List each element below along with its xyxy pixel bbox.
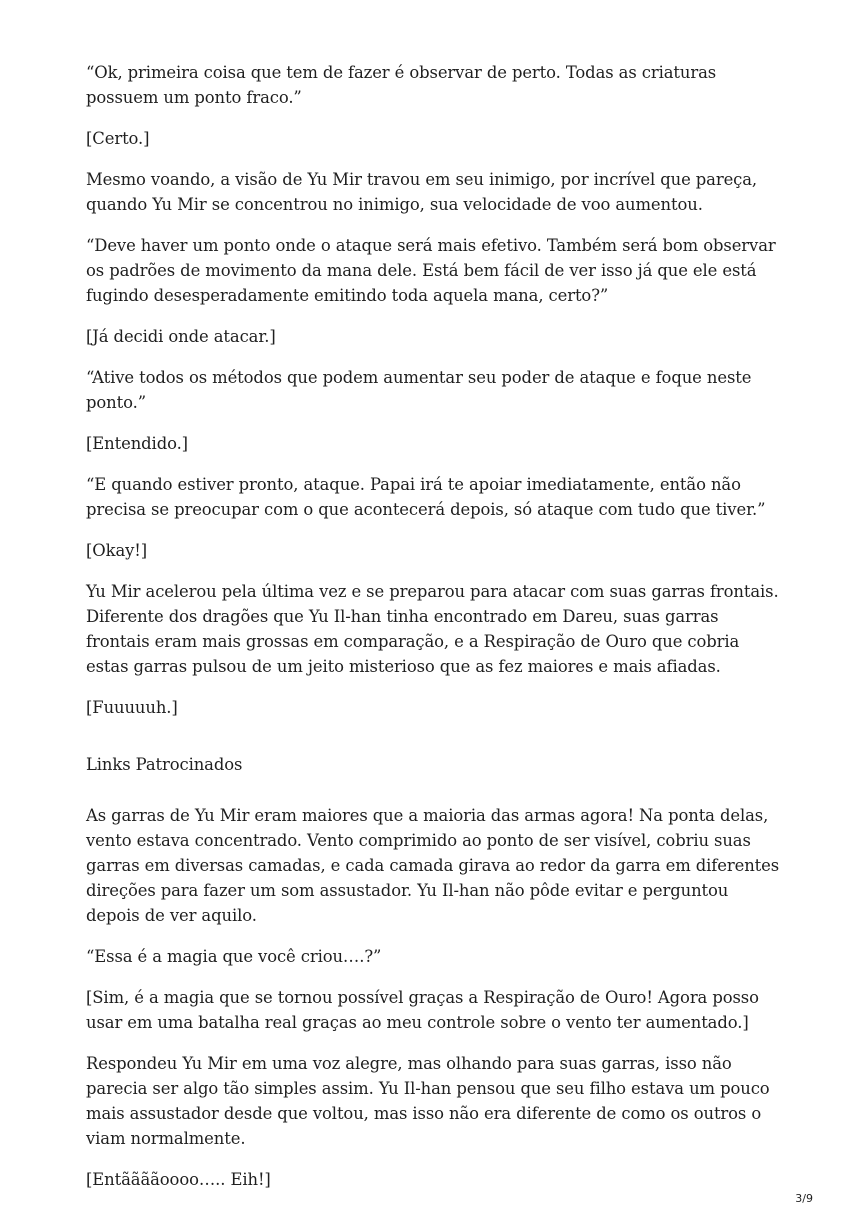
sponsored-links-heading: Links Patrocinados [86, 755, 243, 774]
paragraph-4: “Deve haver um ponto onde o ataque será mais efetivo. Também será bom observar os padrões de movimento da mana dele. Está bem fácil de ver isso já que ele está fugindo desesperadamente emitindo toda aquela mana, certo?” [86, 236, 776, 305]
page-number: 3/9 [795, 1192, 813, 1205]
paragraph-6: “Ative todos os métodos que podem aumentar seu poder de ataque e foque neste ponto.” [86, 368, 752, 412]
paragraph-9: [Okay!] [86, 541, 148, 560]
paragraph-15: Respondeu Yu Mir em uma voz alegre, mas olhando para suas garras, isso não parecia ser algo tão simples assim. Yu Il-han pensou que seu filho estava um pouco mais assustador desde que voltou, mas isso não era diferente de como os outros o viam normalmente. [86, 1054, 770, 1148]
paragraph-5: [Já decidi onde atacar.] [86, 327, 276, 346]
paragraph-16: [Entããããoooo….. Eih!] [86, 1170, 271, 1189]
paragraph-2: [Certo.] [86, 129, 150, 148]
paragraph-14: [Sim, é a magia que se tornou possível graças a Respiração de Ouro! Agora posso usar em uma batalha real graças ao meu controle sobre o vento ter aumentado.] [86, 988, 759, 1032]
paragraph-11: [Fuuuuuh.] [86, 698, 178, 717]
paragraph-10: Yu Mir acelerou pela última vez e se preparou para atacar com suas garras frontais. Diferente dos dragões que Yu Il-han tinha encontrado em Dareu, suas garras frontais eram mais grossas em comparação, e a Respiração de Ouro que cobria estas garras pulsou de um jeito misterioso que as fez maiores e mais afiadas. [86, 582, 779, 676]
paragraph-8: “E quando estiver pronto, ataque. Papai irá te apoiar imediatamente, então não precisa se preocupar com o que acontecerá depois, só ataque com tudo que tiver.” [86, 475, 766, 519]
paragraph-7: [Entendido.] [86, 434, 188, 453]
paragraph-3: Mesmo voando, a visão de Yu Mir travou em seu inimigo, por incrível que pareça, quando Yu Mir se concentrou no inimigo, sua velocidade de voo aumentou. [86, 170, 758, 214]
paragraph-1: “Ok, primeira coisa que tem de fazer é observar de perto. Todas as criaturas possuem um ponto fraco.” [86, 63, 717, 107]
paragraph-13: “Essa é a magia que você criou….?” [86, 947, 382, 966]
paragraph-12: As garras de Yu Mir eram maiores que a maioria das armas agora! Na ponta delas, vento estava concentrado. Vento comprimido ao ponto de ser visível, cobriu suas garras em diversas camadas, e cada camada girava ao redor da garra em diferentes direções para fazer um som assustador. Yu Il-han não pôde evitar e perguntou depois de ver aquilo. [86, 806, 780, 925]
document-body [86, 60, 786, 1208]
